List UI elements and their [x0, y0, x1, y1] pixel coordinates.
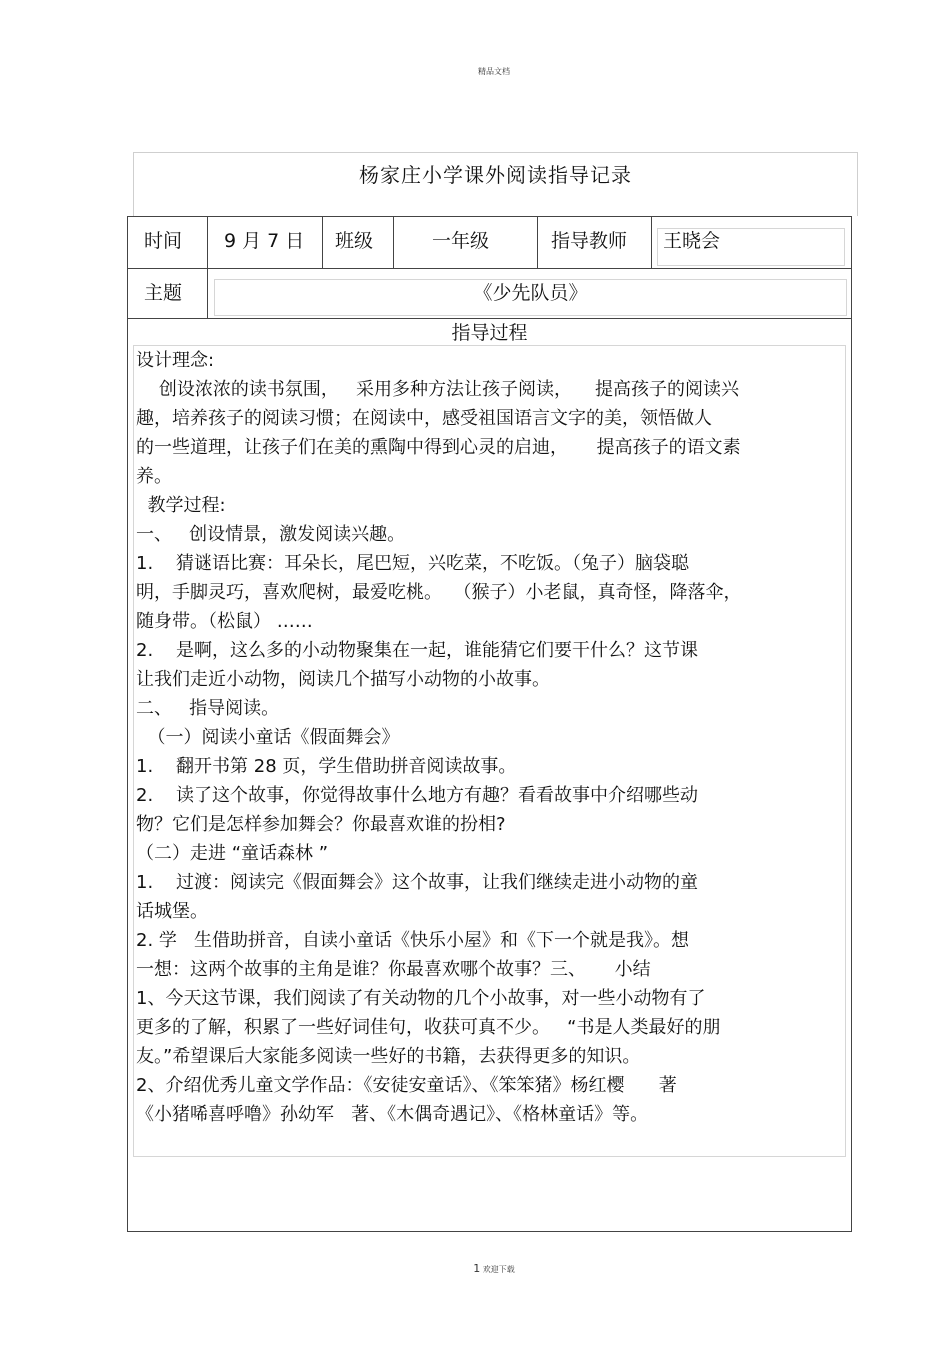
page-footer: [0, 1262, 950, 1275]
content-line: （二）走进 “童话森林 ”: [136, 843, 329, 864]
teacher-label: 指导教师: [551, 230, 628, 252]
theme-value: 《少先队员》: [473, 282, 588, 304]
time-value: 9 月 7 日: [224, 230, 305, 252]
content-line: 一、 创设情景，激发阅读兴趣。: [136, 524, 406, 545]
header-note: 精品文档: [478, 67, 510, 76]
content-line: 趣，培养孩子的阅读习惯；在阅读中，感受祖国语言文字的美，领悟做人: [136, 408, 712, 429]
class-label: 班级: [335, 230, 374, 252]
content-line: 明，手脚灵巧，喜欢爬树，最爱吃桃。 （猴子）小老鼠，真奇怪，降落伞，: [136, 582, 742, 603]
content-line: 教学过程:: [136, 495, 226, 516]
content-line: （一）阅读小童话《假面舞会》: [136, 727, 400, 748]
col-divider-5: [651, 216, 652, 268]
content-line: 2、介绍优秀儿童文学作品：《安徒安童话》、《笨笨猪》杨红樱 著: [136, 1075, 677, 1096]
content-line: 让我们走近小动物，阅读几个描写小动物的小故事。: [136, 669, 550, 690]
content-line: 2. 是啊，这么多的小动物聚集在一起，谁能猜它们要干什么？这节课: [136, 640, 699, 661]
col-divider-3: [393, 216, 394, 268]
content-line: 养。: [136, 466, 172, 487]
content-line: 话城堡。: [136, 901, 208, 922]
col-divider-4: [537, 216, 538, 268]
content-line: 1. 猜谜语比赛：耳朵长，尾巴短，兴吃菜，不吃饭。（兔子）脑袋聪: [136, 553, 690, 574]
class-value: 一年级: [432, 230, 490, 252]
content-line: 创设浓浓的读书氛围， 采用多种方法让孩子阅读， 提高孩子的阅读兴: [136, 379, 739, 400]
footer-text: 欢迎下载: [482, 1265, 515, 1274]
document-title: 杨家庄小学课外阅读指导记录: [359, 163, 632, 187]
col-divider-2: [322, 216, 323, 268]
content-line: 《小猪唏喜呼噜》孙幼军 著、《木偶奇遇记》、《格林童话》等。: [136, 1104, 649, 1125]
content-line: 随身带。（松鼠） ……: [136, 611, 313, 632]
row-divider-2: [127, 318, 852, 319]
content-line: 1. 翻开书第 28 页，学生借助拼音阅读故事。: [136, 756, 517, 777]
content-line: 的一些道理，让孩子们在美的熏陶中得到心灵的启迪， 提高孩子的语文素: [136, 437, 741, 458]
content-line: 2. 学 生借助拼音，自读小童话《快乐小屋》和《下一个就是我》。想: [136, 930, 690, 951]
content-line: 1. 过渡：阅读完《假面舞会》这个故事，让我们继续走进小动物的童: [136, 872, 699, 893]
content-line: 1、今天这节课，我们阅读了有关动物的几个小故事，对一些小动物有了: [136, 988, 706, 1009]
teacher-value: 王晓会: [663, 230, 721, 252]
content-line: 一想：这两个故事的主角是谁？你最喜欢哪个故事？三、 小结: [136, 959, 651, 980]
title-box: [133, 152, 858, 216]
content-line: 设计理念:: [136, 350, 215, 371]
content-line: 2. 读了这个故事，你觉得故事什么地方有趣？看看故事中介绍哪些动: [136, 785, 699, 806]
content-line: 更多的了解，积累了一些好词佳句，收获可真不少。 “书是人类最好的朋: [136, 1017, 721, 1038]
theme-label: 主题: [144, 282, 183, 304]
process-heading: 指导过程: [451, 322, 528, 344]
col-divider-1: [207, 216, 208, 318]
content-line: 友。”希望课后大家能多阅读一些好的书籍，去获得更多的知识。: [136, 1046, 641, 1067]
guidance-content: [136, 346, 841, 1129]
row-divider-1: [127, 268, 852, 269]
content-line: 物？它们是怎样参加舞会？你最喜欢谁的扮相?: [136, 814, 506, 835]
page-number: 1: [473, 1262, 481, 1275]
time-label: 时间: [144, 230, 183, 252]
content-line: 二、 指导阅读。: [136, 698, 280, 719]
